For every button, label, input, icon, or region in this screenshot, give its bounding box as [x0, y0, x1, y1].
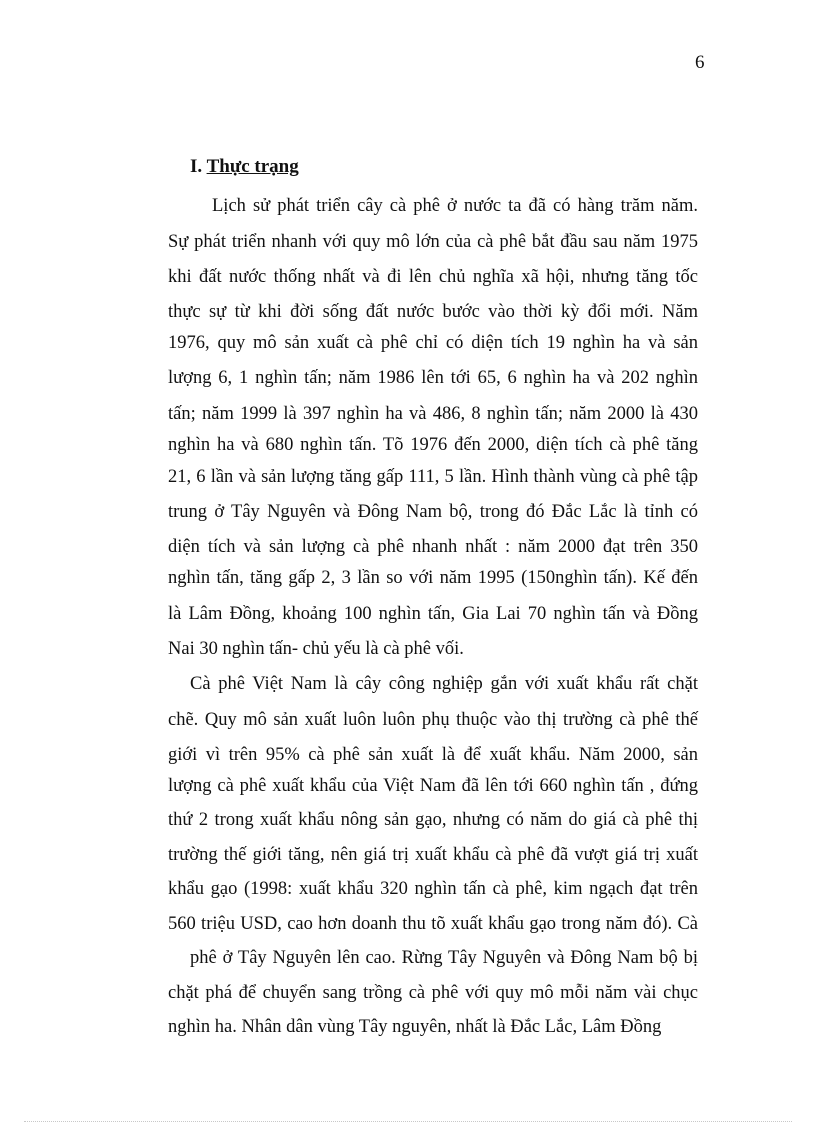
section-numeral: I. [190, 156, 203, 177]
page-bottom-divider [24, 1121, 792, 1122]
paragraph-line: chặt phá để chuyển sang trồng cà phê với quy mô mỗi năm vài chục [168, 983, 698, 1003]
paragraph-line: nghìn ha và 680 nghìn tấn. Tõ 1976 đến 2000, diện tích cà phê tăng [168, 435, 698, 455]
paragraph-line: Lịch sử phát triển cây cà phê ở nước ta đã có hàng trăm năm. [212, 196, 698, 216]
paragraph-line: thứ 2 trong xuất khẩu nông sản gạo, nhưng có năm do giá cà phê thị [168, 810, 698, 830]
section-heading [190, 156, 299, 178]
paragraph-line: khẩu gạo (1998: xuất khẩu 320 nghìn tấn cà phê, kim ngạch đạt trên [168, 879, 698, 899]
paragraph-line: nghìn tấn, tăng gấp 2, 3 lần so với năm 1995 (150nghìn tấn). Kế đến [168, 568, 698, 588]
paragraph-line: khi đất nước thống nhất và đi lên chủ nghĩa xã hội, nhưng tăng tốc [168, 267, 698, 287]
paragraph-line: 560 triệu USD, cao hơn doanh thu tõ xuất khẩu gạo trong năm đó). Cà [168, 914, 698, 934]
paragraph-line: Sự phát triển nhanh với quy mô lớn của cà phê bắt đầu sau năm 1975 [168, 232, 698, 252]
paragraph-line: Cà phê Việt Nam là cây công nghiệp gắn với xuất khẩu rất chặt [190, 674, 698, 694]
paragraph-line: là Lâm Đồng, khoảng 100 nghìn tấn, Gia Lai 70 nghìn tấn và Đồng [168, 604, 698, 624]
paragraph-line: 21, 6 lần và sản lượng tăng gấp 111, 5 lần. Hình thành vùng cà phê tập [168, 467, 698, 487]
paragraph-line: diện tích và sản lượng cà phê nhanh nhất : năm 2000 đạt trên 350 [168, 537, 698, 557]
paragraph-line: trung ở Tây Nguyên và Đông Nam bộ, trong đó Đắc Lắc là tỉnh có [168, 502, 698, 522]
paragraph-line: thực sự từ khi đời sống đất nước bước vào thời kỳ đổi mới. Năm [168, 302, 698, 322]
paragraph-line: giới vì trên 95% cà phê sản xuất là để xuất khẩu. Năm 2000, sản [168, 745, 698, 765]
paragraph-line: 1976, quy mô sản xuất cà phê chỉ có diện tích 19 nghìn ha và sản [168, 333, 698, 353]
page-number: 6 [695, 52, 705, 73]
paragraph-line: nghìn ha. Nhân dân vùng Tây nguyên, nhất là Đắc Lắc, Lâm Đồng [168, 1017, 662, 1037]
paragraph-line: lượng 6, 1 nghìn tấn; năm 1986 lên tới 65, 6 nghìn ha và 202 nghìn [168, 368, 698, 388]
paragraph-line: Nai 30 nghìn tấn- chủ yếu là cà phê vối. [168, 639, 464, 659]
paragraph-line: trường thế giới tăng, nên giá trị xuất khẩu cà phê đã vượt giá trị xuất [168, 845, 698, 865]
paragraph-line: tấn; năm 1999 là 397 nghìn ha và 486, 8 nghìn tấn; năm 2000 là 430 [168, 404, 698, 424]
paragraph-line: chẽ. Quy mô sản xuất luôn luôn phụ thuộc vào thị trường cà phê thế [168, 710, 698, 730]
section-title: Thực trạng [206, 156, 299, 177]
paragraph-line: phê ở Tây Nguyên lên cao. Rừng Tây Nguyên và Đông Nam bộ bị [190, 948, 698, 968]
paragraph-line: lượng cà phê xuất khẩu của Việt Nam đã lên tới 660 nghìn tấn , đứng [168, 776, 698, 796]
